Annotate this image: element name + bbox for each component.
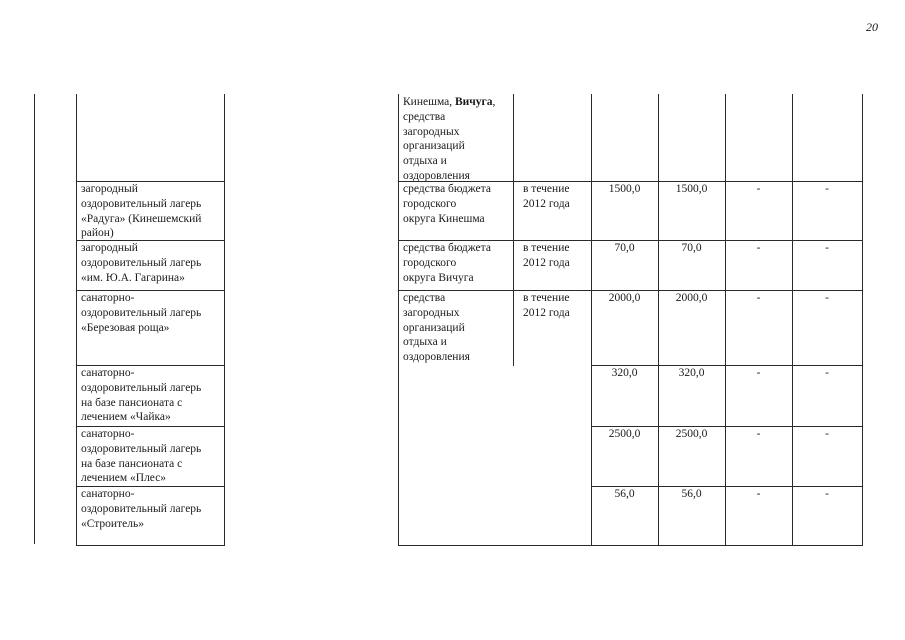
period-cell: в течение 2012 года [523,183,570,210]
camp-name-cell: загородный оздоровительный лагерь «им. Ю.А. Гагарина» [81,242,202,284]
value-a-cell: - [756,292,761,304]
value-a-cell: - [756,488,761,500]
total-cell: 56,0 [614,488,635,500]
total-cell: 2000,0 [608,292,641,304]
table-border [224,94,225,546]
period-cell: в течение 2012 года [523,292,570,319]
value-a-cell: - [756,183,761,195]
value-b-cell: - [825,367,829,379]
total-cell: 1500,0 [608,183,641,195]
table-border [591,94,592,546]
value-2012-cell: 70,0 [681,242,702,254]
camp-name-cell: загородный оздоровительный лагерь «Радуга» (Кинешемский район) [81,183,202,240]
table-border [76,545,224,546]
value-2012-cell: 2000,0 [675,292,708,304]
source-cell-header: Кинешма, Вичуга, средства загородных организаций отдыха и оздоровления [403,96,496,182]
total-cell: 70,0 [614,242,635,254]
period-cell: в течение 2012 года [523,242,570,269]
page-number: 20 [866,20,878,34]
value-b-cell: - [825,292,829,304]
camp-name-cell: санаторно- оздоровительный лагерь на базе пансионата с лечением «Чайка» [81,367,202,424]
value-a-cell: - [756,428,761,440]
value-b-cell: - [825,242,829,254]
value-2012-cell: 1500,0 [675,183,708,195]
total-cell: 320,0 [611,367,638,379]
table-border [658,94,659,546]
value-b-cell: - [825,183,829,195]
value-a-cell: - [756,367,761,379]
table-border [862,94,863,546]
table-border [513,94,514,366]
total-cell: 2500,0 [608,428,641,440]
source-cell: средства бюджета городского округа Кинешма [403,183,491,225]
value-b-cell: - [825,488,829,500]
table-border [398,545,591,546]
value-2012-cell: 56,0 [681,488,702,500]
table-border [398,94,399,546]
table-border [34,94,35,544]
source-cell: средства загородных организаций отдыха и оздоровления [403,292,470,364]
value-2012-cell: 320,0 [678,367,705,379]
table-border [792,94,793,546]
table-border [591,545,863,546]
value-2012-cell: 2500,0 [675,428,708,440]
camp-name-cell: санаторно- оздоровительный лагерь «Строитель» [81,488,202,530]
table-border [76,94,77,546]
value-b-cell: - [825,428,829,440]
value-a-cell: - [756,242,761,254]
camp-name-cell: санаторно- оздоровительный лагерь «Березовая роща» [81,292,202,334]
camp-name-cell: санаторно- оздоровительный лагерь на базе пансионата с лечением «Плес» [81,428,202,485]
source-cell: средства бюджета городского округа Вичуга [403,242,491,284]
table-border [725,94,726,546]
